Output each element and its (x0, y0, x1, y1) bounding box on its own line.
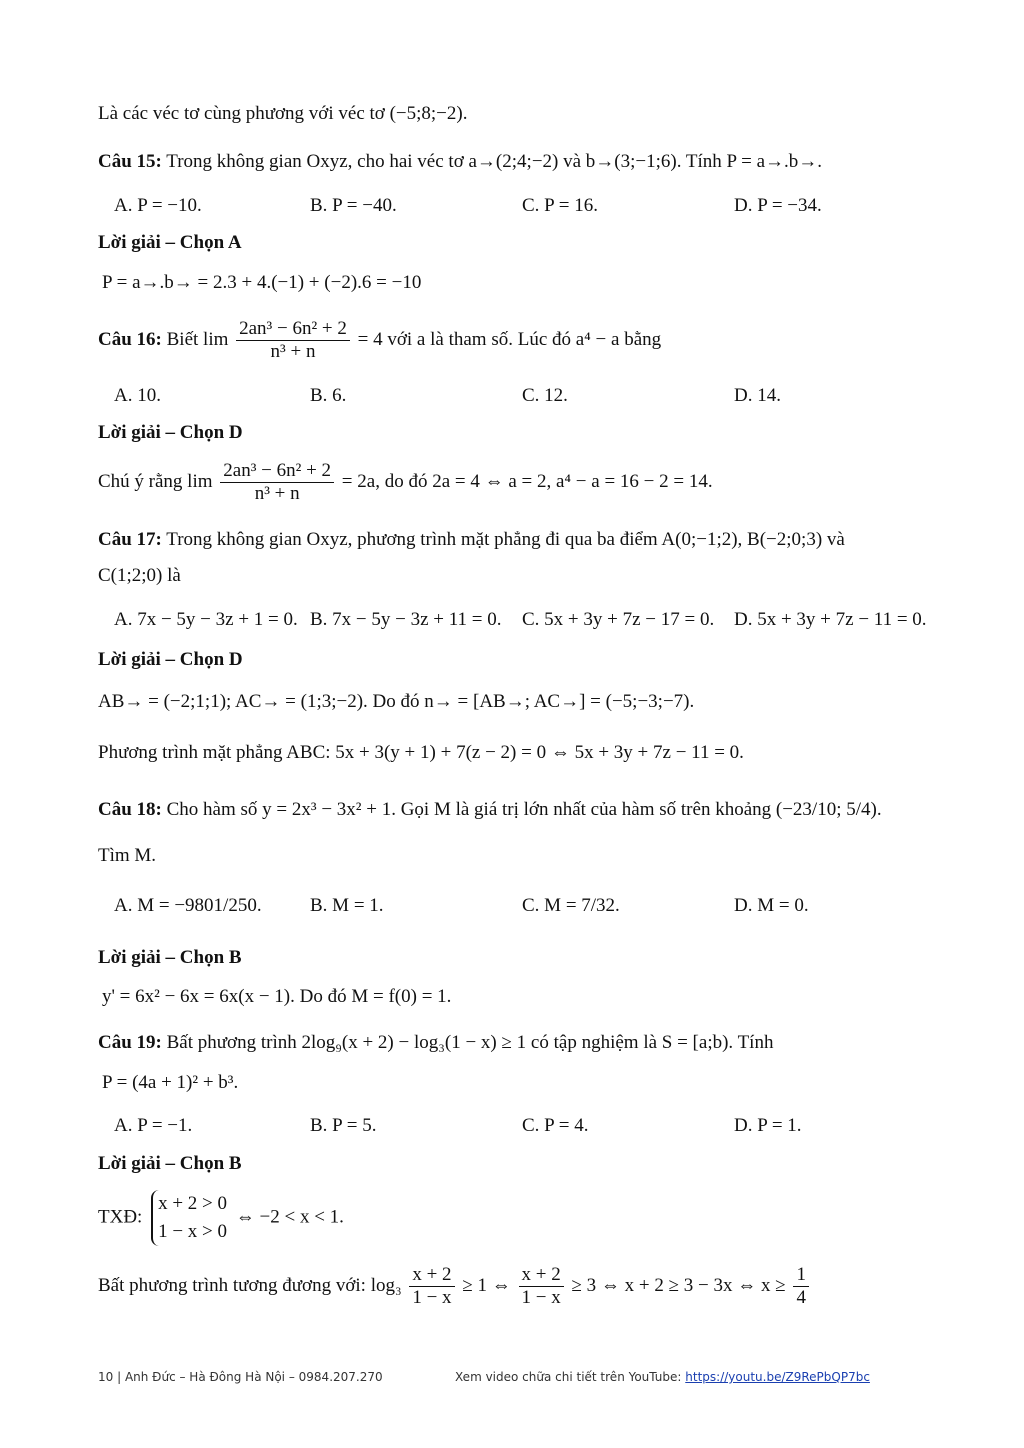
option-a: A. P = −10. (114, 195, 202, 216)
question-text: = 4 với a là tham số. Lúc đó a⁴ − a bằng (357, 328, 662, 350)
option-c: C. P = 4. (522, 1115, 589, 1136)
question-19 (98, 1031, 773, 1055)
solution-calc (98, 460, 713, 505)
txd-label: TXĐ: (98, 1206, 143, 1228)
question-text: Trong không gian Oxyz, phương trình mặt phẳng đi qua ba điểm A(0;−1;2), B(−2;0;3) và (161, 529, 845, 550)
question-label: Câu 16: (98, 328, 162, 350)
fraction (793, 1264, 809, 1309)
solution-text: = 2a, do đó 2a = 4 ⇔ a = 2, a⁴ − a = 16 − 2 = 14. (341, 470, 713, 492)
option-d: D. P = −34. (734, 195, 822, 216)
option-c: C. 12. (522, 385, 568, 406)
option-a: A. 10. (114, 385, 161, 406)
option-a: A. M = −9801/250. (114, 895, 262, 916)
option-c: C. M = 7/32. (522, 895, 620, 916)
denominator: n³ + n (254, 483, 300, 504)
solution-calc: AB→ = (−2;1;1); AC→ = (1;3;−2). Do đó n→ = [AB→; AC→] = (−5;−3;−7). (98, 691, 695, 712)
denominator: 4 (796, 1287, 806, 1308)
solution-text: ≥ 1 ⇔ (462, 1274, 511, 1296)
question-text: Biết lim (161, 328, 229, 350)
question-label: Câu 18: (98, 799, 162, 820)
question-text-cont: C(1;2;0) là (98, 565, 181, 586)
option-a: A. P = −1. (114, 1115, 193, 1136)
numerator: 1 (793, 1264, 809, 1287)
option-a: A. 7x − 5y − 3z + 1 = 0. (114, 609, 298, 630)
solution-heading: Lời giải – Chọn A (98, 232, 242, 253)
solution-calc: P = a→.b→ = 2.3 + 4.(−1) + (−2).6 = −10 (102, 272, 422, 293)
option-c: C. 5x + 3y + 7z − 17 = 0. (522, 609, 715, 630)
question-text-cont: Tìm M. (98, 845, 157, 866)
option-d: D. P = 1. (734, 1115, 802, 1136)
option-d: D. 5x + 3y + 7z − 11 = 0. (734, 609, 927, 630)
numerator: 2an³ − 6n² + 2 (236, 318, 350, 341)
option-c: C. P = 16. (522, 195, 598, 216)
question-17 (98, 528, 845, 552)
system-row: x + 2 > 0 (158, 1193, 228, 1214)
option-b: B. P = −40. (310, 195, 397, 216)
solution-text: ⇔ −2 < x < 1. (235, 1206, 344, 1228)
solution-heading: Lời giải – Chọn D (98, 649, 243, 670)
question-label: Câu 19: (98, 1032, 162, 1053)
solution-calc: y' = 6x² − 6x = 6x(x − 1). Do đó M = f(0) = 1. (102, 986, 452, 1007)
option-d: D. 14. (734, 385, 781, 406)
solution-heading: Lời giải – Chọn B (98, 1153, 242, 1174)
option-d: D. M = 0. (734, 895, 809, 916)
footer-left: 10 | Anh Đức – Hà Đông Hà Nội – 0984.207.270 (98, 1370, 383, 1384)
solution-calc (98, 1190, 344, 1246)
question-label: Câu 17: (98, 529, 162, 550)
option-b: B. 7x − 5y − 3z + 11 = 0. (310, 609, 502, 630)
option-b: B. P = 5. (310, 1115, 377, 1136)
numerator: 2an³ − 6n² + 2 (220, 460, 334, 483)
denominator: 1 − x (521, 1287, 561, 1308)
solution-calc (98, 1264, 812, 1309)
option-b: B. 6. (310, 385, 347, 406)
question-15 (98, 150, 822, 174)
inequality-system (151, 1190, 227, 1246)
fraction (220, 460, 334, 505)
fraction (236, 318, 350, 363)
numerator: x + 2 (409, 1264, 454, 1287)
interval: (−23/10; 5/4). (775, 799, 882, 820)
system-row: 1 − x > 0 (158, 1221, 228, 1242)
question-text: Cho hàm số y = 2x³ − 3x² + 1. Gọi M là giá trị lớn nhất của hàm số trên khoảng (161, 799, 772, 820)
fraction (409, 1264, 454, 1309)
solution-text: ≥ 3 ⇔ x + 2 ≥ 3 − 3x ⇔ x ≥ (571, 1274, 786, 1296)
footer-text: Xem video chữa chi tiết trên YouTube: (455, 1370, 686, 1384)
option-b: B. M = 1. (310, 895, 384, 916)
question-text: Trong không gian Oxyz, cho hai véc tơ a→(2;4;−2) và b→(3;−1;6). Tính P = a→.b→. (161, 151, 823, 172)
solution-text: Chú ý rằng lim (98, 470, 213, 492)
solution-calc: Phương trình mặt phẳng ABC: 5x + 3(y + 1) + 7(z − 2) = 0 ⇔ 5x + 3y + 7z − 11 = 0. (98, 742, 744, 763)
question-text: Bất phương trình 2log₉(x + 2) − log₃(1 − x) ≥ 1 có tập nghiệm là S = [a;b). Tính (161, 1032, 774, 1053)
solution-heading: Lời giải – Chọn D (98, 422, 243, 443)
solution-text: Bất phương trình tương đương với: log₃ (98, 1274, 402, 1296)
text-line: Là các véc tơ cùng phương với véc tơ (−5;8;−2). (98, 103, 468, 124)
question-16 (98, 318, 661, 363)
fraction (519, 1264, 564, 1309)
denominator: n³ + n (270, 341, 316, 362)
numerator: x + 2 (519, 1264, 564, 1287)
solution-heading: Lời giải – Chọn B (98, 947, 242, 968)
denominator: 1 − x (412, 1287, 452, 1308)
footer-right (455, 1370, 870, 1384)
youtube-link[interactable]: https://youtu.be/Z9RePbQP7bc (685, 1370, 870, 1384)
question-text-cont: P = (4a + 1)² + b³. (102, 1072, 239, 1093)
question-18 (98, 798, 882, 822)
question-label: Câu 15: (98, 151, 162, 172)
